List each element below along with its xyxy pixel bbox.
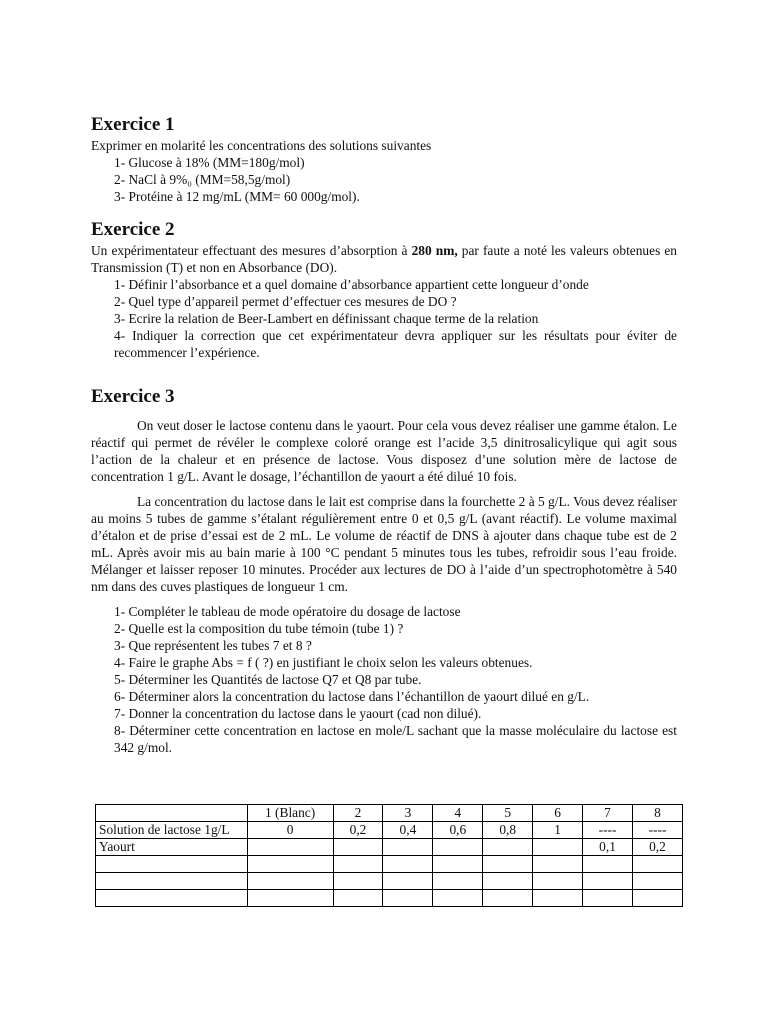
- table-cell: 2: [333, 805, 383, 822]
- table-cell: 3: [383, 805, 433, 822]
- table-cell: 0: [247, 822, 333, 839]
- exercise-1: [91, 113, 677, 205]
- table-cell: 0,4: [383, 822, 433, 839]
- list-item: 1- Définir l’absorbance et a quel domaine d’absorbance appartient cette longueur d’onde: [114, 277, 589, 292]
- table-cell: 0,2: [632, 839, 682, 856]
- list-item: 4- Faire le graphe Abs = f ( ?) en justifiant le choix selon les valeurs obtenues.: [114, 655, 533, 670]
- list-item: 2- NaCl à 9%₀ (MM=58,5g/mol): [114, 172, 291, 187]
- list-item: 3- Ecrire la relation de Beer-Lambert en définissant chaque terme de la relation: [114, 311, 539, 326]
- list-item: 8- Déterminer cette concentration en lactose en mole/L sachant que la masse moléculaire du lactose est 342 g/mol.: [114, 723, 677, 755]
- exercise-3: [91, 385, 677, 756]
- list-item: 2- Quelle est la composition du tube témoin (tube 1) ?: [114, 621, 404, 636]
- table-cell: [433, 839, 483, 856]
- table-cell: [383, 873, 433, 890]
- table-cell: [433, 890, 483, 907]
- exercise-2-intro: [91, 242, 677, 276]
- exercise-3-paragraph-1: On veut doser le lactose contenu dans le yaourt. Pour cela vous devez réaliser une gamme étalon. Le réactif qui permet de révéler le complexe coloré orange est l’acide 3,5 dinitrosalicylique qui agit sous l’action de la chaleur et en présence de lactose. Vous disposez d’une solution mère de lactose de concentration 1 g/L. Avant le dosage, l’échantillon de yaourt a été dilué 10 fois.: [91, 418, 677, 484]
- list-item: 5- Déterminer les Quantités de lactose Q7 et Q8 par tube.: [114, 672, 422, 687]
- table-cell: 8: [632, 805, 682, 822]
- exercise-2-title: Exercice 2: [91, 219, 175, 240]
- list-item: 3- Protéine à 12 mg/mL (MM= 60 000g/mol).: [114, 189, 360, 204]
- exercise-3-paragraph-2: La concentration du lactose dans le lait est comprise dans la fourchette 2 à 5 g/L. Vous devez réaliser au moins 5 tubes de gamme s’étalant régulièrement entre 0 et 0,5 g/L (avant réactif). Le volume maximal d’étalon et de prise d’essai est de 2 mL. Le volume de réactif de DNS à ajouter dans chaque tube est de 2 mL. Après avoir mis au bain marie à 100 °C pendant 5 minutes tous les tubes, refroidir sous l’eau froide. Mélanger et laisser reposer 10 minutes. Procéder aux lectures de DO à l’aide d’un spectrophotomètre à 540 nm dans des cuves plastiques de longueur 1 cm.: [91, 494, 677, 594]
- exercise-1-list: [91, 154, 677, 205]
- table-cell: 1: [533, 822, 583, 839]
- list-item: 1- Glucose à 18% (MM=180g/mol): [114, 155, 305, 170]
- intro-text: Un expérimentateur effectuant des mesures d’absorption à: [91, 243, 412, 258]
- table-cell: [632, 873, 682, 890]
- table-cell: [333, 873, 383, 890]
- table-row: [96, 890, 683, 907]
- procedure-table: [95, 804, 683, 907]
- table-cell: [247, 873, 333, 890]
- table-cell: 1 (Blanc): [247, 805, 333, 822]
- table-cell: [583, 873, 633, 890]
- table-cell: [632, 890, 682, 907]
- table-cell: [383, 839, 433, 856]
- table-cell: [483, 890, 533, 907]
- wavelength-bold: 280 nm,: [411, 243, 458, 258]
- table-cell: [333, 856, 383, 873]
- table-cell: [247, 839, 333, 856]
- row-label-cell: [96, 805, 248, 822]
- exercise-1-title: Exercice 1: [91, 114, 175, 135]
- table-cell: [333, 890, 383, 907]
- table-row: [96, 856, 683, 873]
- row-label-cell: Yaourt: [96, 839, 248, 856]
- list-item: 7- Donner la concentration du lactose dans le yaourt (cad non dilué).: [114, 706, 482, 721]
- table-cell: [583, 890, 633, 907]
- table-cell: [247, 856, 333, 873]
- table-cell: 0,6: [433, 822, 483, 839]
- table-cell: [333, 839, 383, 856]
- list-item: 4- Indiquer la correction que cet expérimentateur devra appliquer sur les résultats pour éviter de recommencer l’expérience.: [114, 328, 677, 360]
- table-cell: 7: [583, 805, 633, 822]
- table-cell: [533, 856, 583, 873]
- table-cell: 0,1: [583, 839, 633, 856]
- list-item: 6- Déterminer alors la concentration du lactose dans l’échantillon de yaourt dilué en g/L.: [114, 689, 590, 704]
- table-cell: ----: [583, 822, 633, 839]
- row-label-cell: [96, 890, 248, 907]
- row-label-cell: [96, 856, 248, 873]
- table-cell: 6: [533, 805, 583, 822]
- table-cell: [433, 873, 483, 890]
- table-cell: 4: [433, 805, 483, 822]
- table-row: [96, 822, 683, 839]
- table-header-row: [96, 805, 683, 822]
- table-cell: [583, 856, 633, 873]
- list-item: 2- Quel type d’appareil permet d’effectuer ces mesures de DO ?: [114, 294, 457, 309]
- list-item: 1- Compléter le tableau de mode opératoire du dosage de lactose: [114, 604, 461, 619]
- table-cell: [383, 856, 433, 873]
- table-cell: [483, 873, 533, 890]
- document-page: [91, 113, 677, 756]
- exercise-3-list: [91, 603, 677, 756]
- table-row: [96, 839, 683, 856]
- list-item: 3- Que représentent les tubes 7 et 8 ?: [114, 638, 312, 653]
- table-cell: [483, 839, 533, 856]
- table-cell: [533, 873, 583, 890]
- table-cell: [533, 839, 583, 856]
- table-cell: [533, 890, 583, 907]
- row-label-cell: [96, 873, 248, 890]
- exercise-2-list: [91, 276, 677, 361]
- table-cell: [433, 856, 483, 873]
- table-cell: [483, 856, 533, 873]
- table-cell: 5: [483, 805, 533, 822]
- intro-text: par faute a noté les valeurs obtenues en Transmission (T) et non en Absorbance (DO).: [91, 243, 677, 275]
- table-cell: 0,8: [483, 822, 533, 839]
- table-cell: [383, 890, 433, 907]
- row-label-cell: Solution de lactose 1g/L: [96, 822, 248, 839]
- table-cell: 0,2: [333, 822, 383, 839]
- table-cell: [632, 856, 682, 873]
- table-row: [96, 873, 683, 890]
- table-cell: [247, 890, 333, 907]
- exercise-3-title: Exercice 3: [91, 386, 175, 407]
- table-cell: ----: [632, 822, 682, 839]
- exercise-1-intro: Exprimer en molarité les concentrations des solutions suivantes: [91, 138, 432, 153]
- exercise-2: [91, 218, 677, 361]
